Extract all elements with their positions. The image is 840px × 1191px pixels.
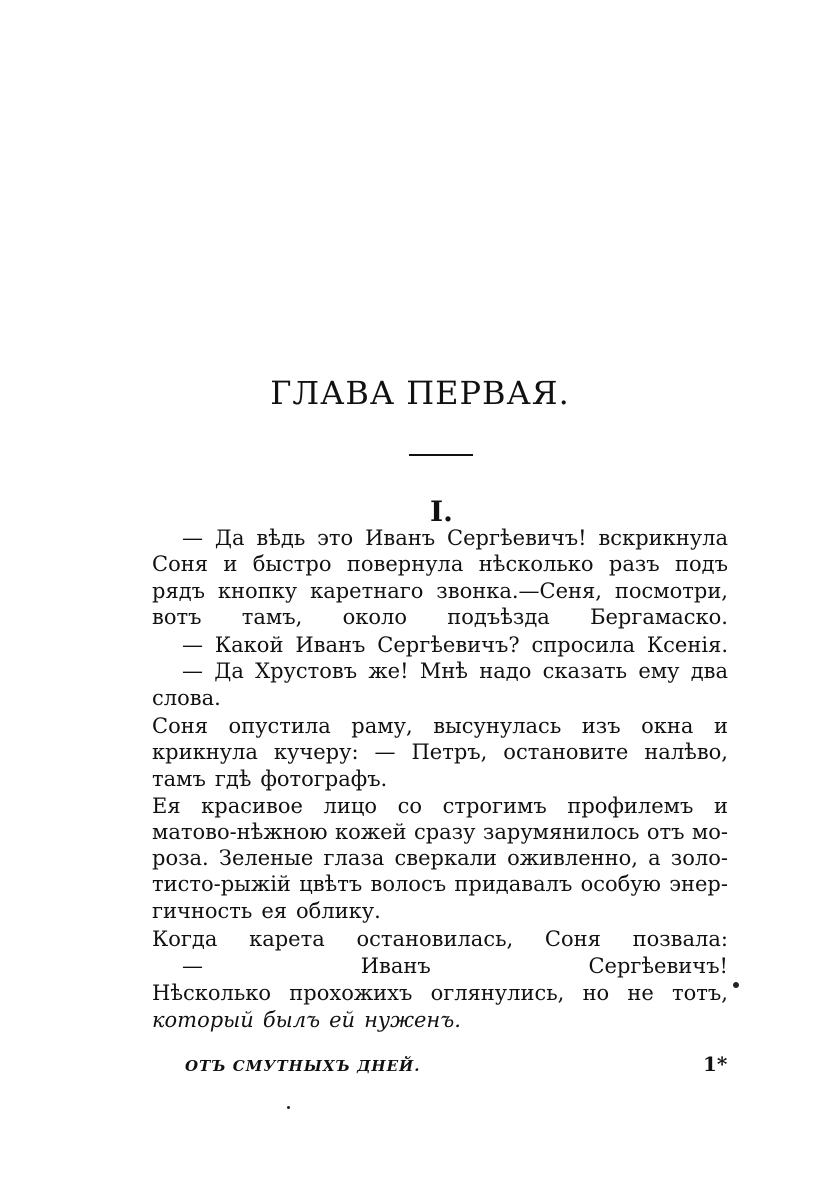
text-line: Нѣсколько прохожихъ оглянулись, но не тотъ, [152,981,728,1005]
text-line: Когда карета остановилась, Соня позвала: [152,927,728,951]
title-divider [409,454,473,456]
ink-speck [287,1106,290,1109]
chapter-title: ГЛАВА ПЕРВАЯ. [270,374,570,412]
text-line: Ея красивое лицо со строгимъ профилемъ и [152,794,728,818]
text-line: роза. Зеленые глаза сверкали оживленно, а золо- [152,846,728,870]
text-line: — Да вѣдь это Иванъ Сергѣевичъ! вскрикнула [182,526,728,550]
section-number: I. [430,495,453,528]
text-line: гичность ея облику. [152,899,381,923]
text-line: слова. [152,686,221,710]
text-line: тамъ гдѣ фотографъ. [152,767,388,791]
text-line: Соня опустила раму, высунулась изъ окна и [152,714,728,738]
text-line: рядъ кнопку каретнаго звонка.—Сеня, посмотри, [152,579,728,603]
text-line: который былъ ей нуженъ. [152,1008,461,1032]
text-line: — Какой Иванъ Сергѣевичъ? спросила Ксенія. [182,633,728,657]
text-line: крикнула кучеру: — Петръ, остановите налѣво, [152,740,728,764]
text-line: Соня и быстро повернула нѣсколько разъ подъ [152,552,728,576]
text-line: вотъ тамъ, около подъѣзда Бергамаско. [152,605,728,629]
text-line: тисто-рыжій цвѣтъ волосъ придавалъ особую энер- [152,872,728,896]
ink-speck [733,982,739,988]
text-line: — Да Хрустовъ же! Мнѣ надо сказать ему два [182,659,728,683]
text-line: матово-нѣжною кожей сразу зарумянилось отъ мо- [152,820,728,844]
sheet-mark: 1* [703,1052,728,1076]
book-signature: ОТЪ СМУТНЫХЪ ДНЕЙ. [185,1057,421,1075]
text-line: — Иванъ Сергѣевичъ! [182,954,728,978]
